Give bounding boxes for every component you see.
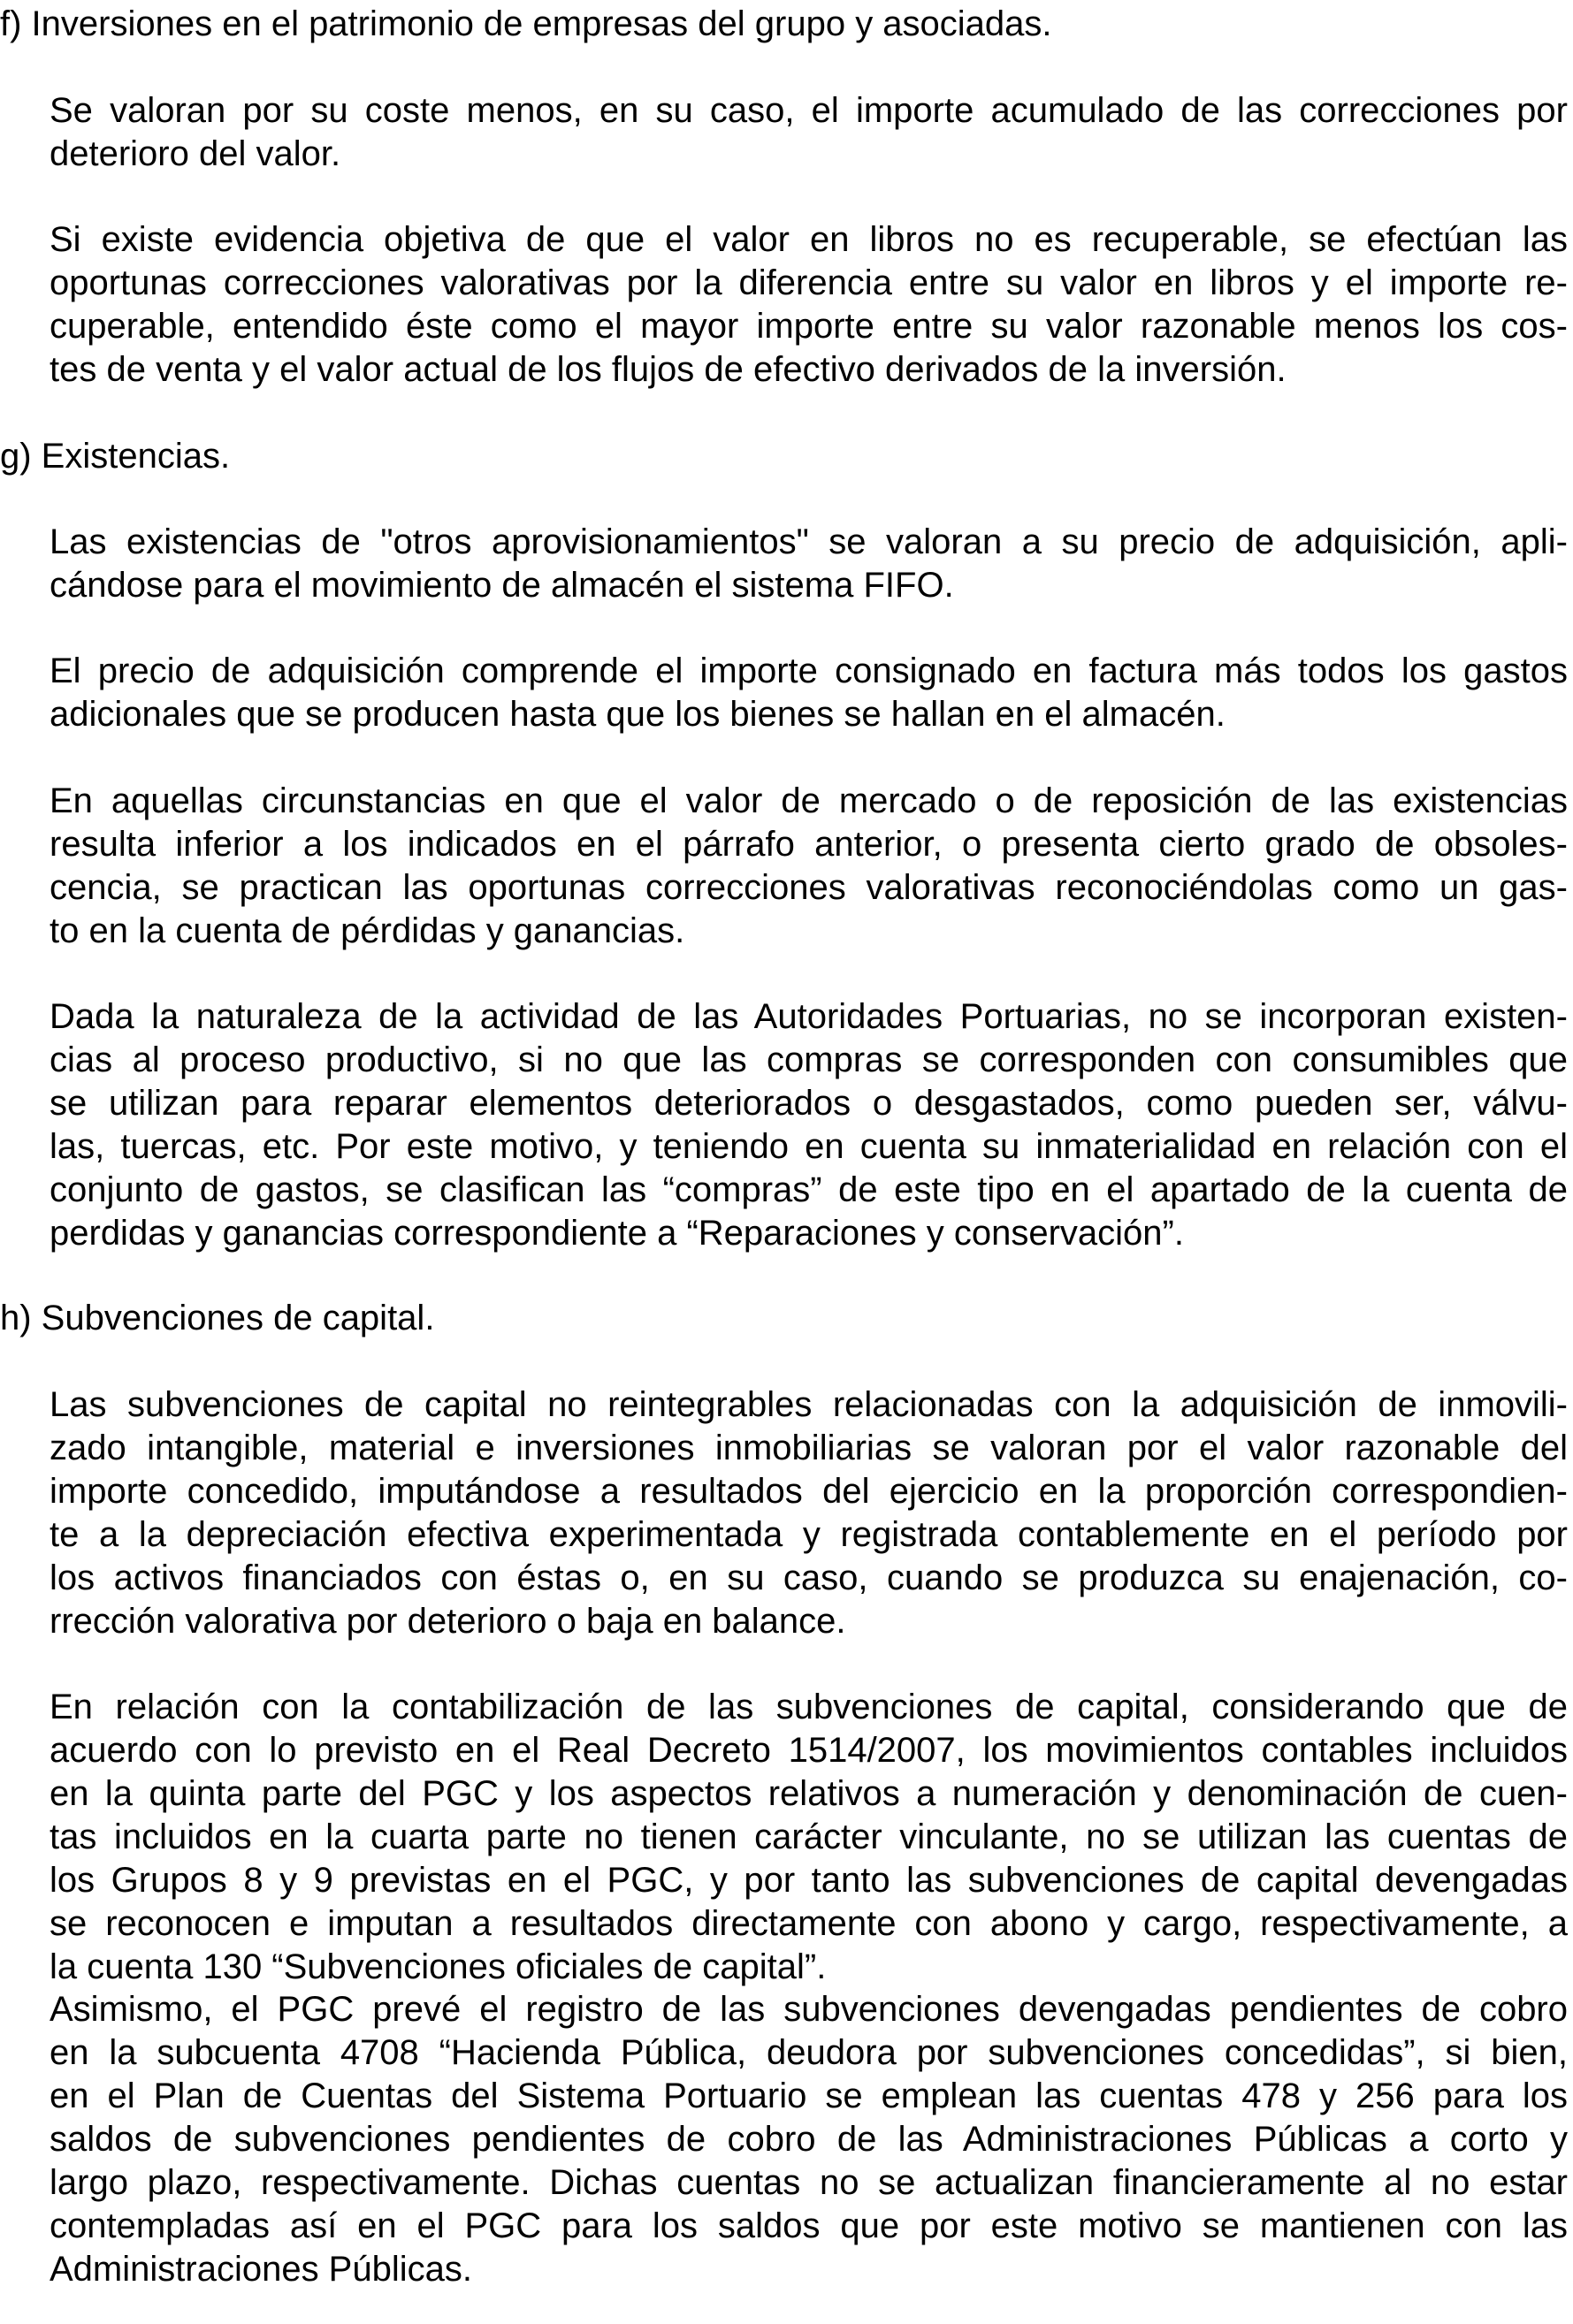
text-line: la cuenta 130 “Subvenciones oficiales de capital”. bbox=[50, 1947, 827, 1986]
text-line: cencia, se practican las oportunas correcciones valorativas reconociéndolas como un gas- bbox=[50, 868, 1568, 907]
text-line: los activos financiados con éstas o, en su caso, cuando se produzca su enajenación, co- bbox=[50, 1558, 1568, 1597]
text-line: to en la cuenta de pérdidas y ganancias. bbox=[50, 911, 685, 950]
text-line: rrección valorativa por deterioro o baja en balance. bbox=[50, 1602, 846, 1641]
section-heading-h: h) Subvenciones de capital. bbox=[0, 1299, 435, 1337]
text-line: En aquellas circunstancias en que el valor de mercado o de reposición de las existencias bbox=[50, 781, 1568, 820]
section-heading-g: g) Existencias. bbox=[0, 437, 231, 476]
text-line: conjunto de gastos, se clasifican las “compras” de este tipo en el apartado de la cuenta de bbox=[50, 1170, 1568, 1209]
text-line: En relación con la contabilización de las subvenciones de capital, considerando que de bbox=[50, 1688, 1568, 1726]
text-line: contempladas así en el PGC para los saldos que por este motivo se mantienen con las bbox=[50, 2206, 1568, 2245]
text-line: importe concedido, imputándose a resultados del ejercicio en la proporción correspondien- bbox=[50, 1472, 1568, 1511]
text-line: te a la depreciación efectiva experimentada y registrada contablemente en el período por bbox=[50, 1515, 1568, 1554]
text-line: las, tuercas, etc. Por este motivo, y teniendo en cuenta su inmaterialidad en relación con el bbox=[50, 1127, 1568, 1166]
text-line: oportunas correcciones valorativas por la diferencia entre su valor en libros y el importe re- bbox=[50, 263, 1568, 302]
text-line: los Grupos 8 y 9 previstas en el PGC, y por tanto las subvenciones de capital devengadas bbox=[50, 1861, 1568, 1900]
text-line: cuperable, entendido éste como el mayor importe entre su valor razonable menos los cos- bbox=[50, 307, 1568, 346]
text-line: saldos de subvenciones pendientes de cobro de las Administraciones Públicas a corto y bbox=[50, 2120, 1568, 2159]
text-line: cias al proceso productivo, si no que las compras se corresponden con consumibles que bbox=[50, 1040, 1568, 1079]
text-line: Si existe evidencia objetiva de que el valor en libros no es recuperable, se efectúan las bbox=[50, 220, 1568, 259]
text-line: en el Plan de Cuentas del Sistema Portuario se emplean las cuentas 478 y 256 para los bbox=[50, 2076, 1568, 2115]
text-line: El precio de adquisición comprende el importe consignado en factura más todos los gastos bbox=[50, 651, 1568, 690]
text-line: en la quinta parte del PGC y los aspectos relativos a numeración y denominación de cuen- bbox=[50, 1774, 1568, 1813]
text-line: adicionales que se producen hasta que los bienes se hallan en el almacén. bbox=[50, 695, 1226, 734]
paragraph-f-2 bbox=[50, 218, 1568, 392]
section-heading-f: f) Inversiones en el patrimonio de empresas del grupo y asociadas. bbox=[0, 4, 1052, 43]
text-line: Se valoran por su coste menos, en su caso, el importe acumulado de las correcciones por bbox=[50, 91, 1568, 130]
paragraph-g-2 bbox=[50, 650, 1568, 736]
text-line: acuerdo con lo previsto en el Real Decreto 1514/2007, los movimientos contables incluidos bbox=[50, 1731, 1568, 1770]
paragraph-h-1 bbox=[50, 1383, 1568, 1643]
text-line: Dada la naturaleza de la actividad de las Autoridades Portuarias, no se incorporan existen- bbox=[50, 997, 1568, 1036]
paragraph-f-1 bbox=[50, 89, 1568, 176]
text-line: en la subcuenta 4708 “Hacienda Pública, deudora por subvenciones concedidas”, si bien, bbox=[50, 2033, 1568, 2072]
text-line: resulta inferior a los indicados en el párrafo anterior, o presenta cierto grado de obsoles- bbox=[50, 825, 1568, 864]
text-line: zado intangible, material e inversiones inmobiliarias se valoran por el valor razonable del bbox=[50, 1429, 1568, 1467]
text-line: Las subvenciones de capital no reintegrables relacionadas con la adquisición de inmovili- bbox=[50, 1385, 1568, 1424]
text-line: se utilizan para reparar elementos deteriorados o desgastados, como pueden ser, válvu- bbox=[50, 1084, 1568, 1123]
text-line: Administraciones Públicas. bbox=[50, 2250, 472, 2289]
paragraph-h-2 bbox=[50, 1686, 1568, 1989]
paragraph-g-3 bbox=[50, 780, 1568, 953]
paragraph-g-4 bbox=[50, 995, 1568, 1255]
text-line: deterioro del valor. bbox=[50, 134, 341, 173]
text-line: cándose para el movimiento de almacén el sistema FIFO. bbox=[50, 566, 954, 605]
text-line: largo plazo, respectivamente. Dichas cuentas no se actualizan financieramente al no estar bbox=[50, 2163, 1568, 2202]
text-line: Las existencias de "otros aprovisionamientos" se valoran a su precio de adquisición, apli- bbox=[50, 522, 1568, 561]
text-line: tes de venta y el valor actual de los flujos de efectivo derivados de la inversión. bbox=[50, 350, 1287, 389]
paragraph-h-3 bbox=[50, 1988, 1568, 2291]
paragraph-g-1 bbox=[50, 521, 1568, 607]
text-line: tas incluidos en la cuarta parte no tienen carácter vinculante, no se utilizan las cuentas de bbox=[50, 1817, 1568, 1856]
text-line: perdidas y ganancias correspondiente a “Reparaciones y conservación”. bbox=[50, 1214, 1184, 1253]
text-line: Asimismo, el PGC prevé el registro de las subvenciones devengadas pendientes de cobro bbox=[50, 1990, 1568, 2029]
text-line: se reconocen e imputan a resultados directamente con abono y cargo, respectivamente, a bbox=[50, 1904, 1568, 1943]
